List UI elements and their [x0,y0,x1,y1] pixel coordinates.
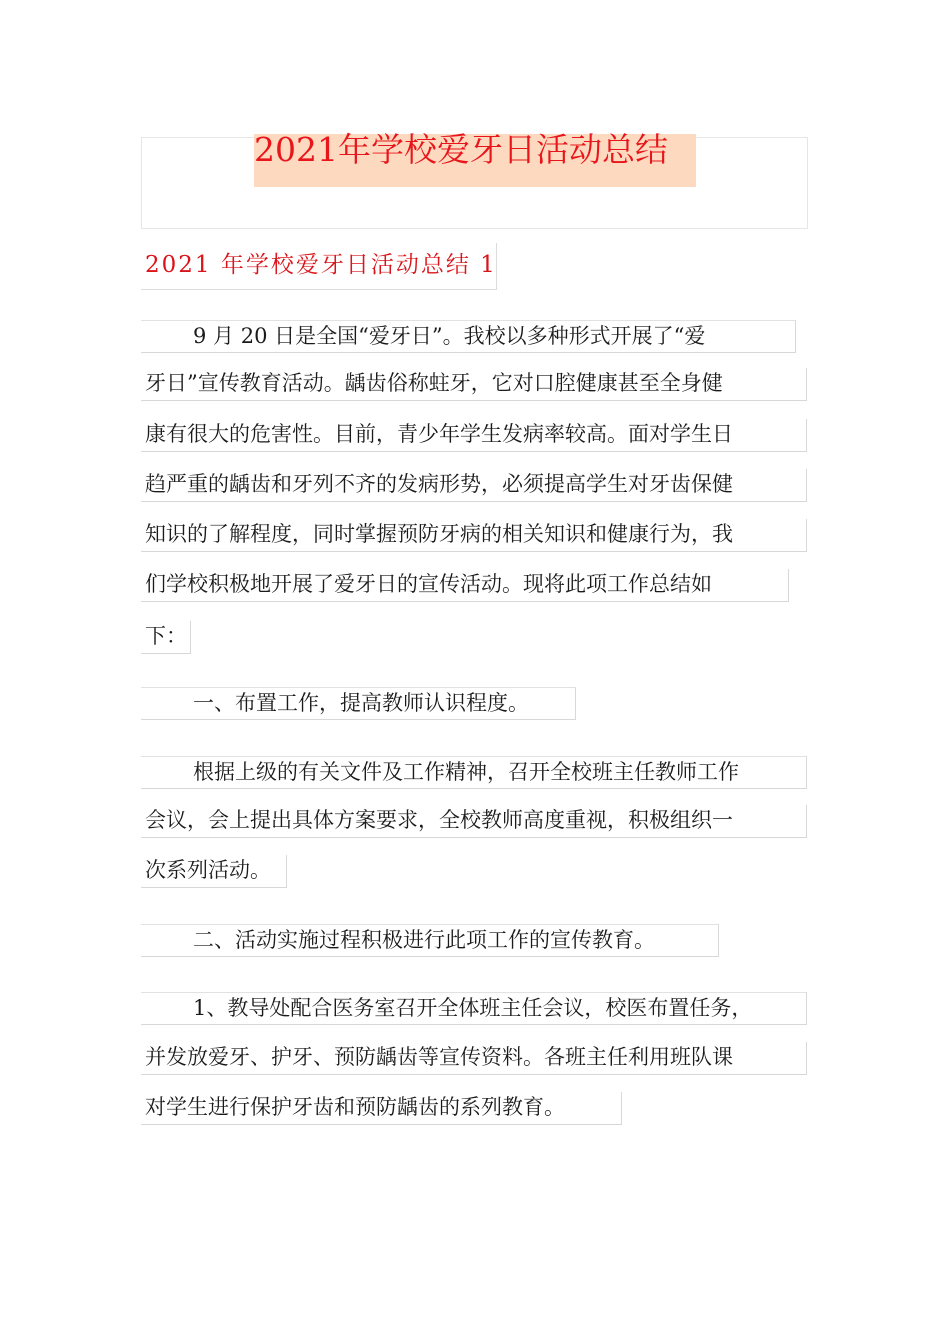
paragraph-line: 知识的了解程度，同时掌握预防牙病的相关知识和健康行为，我 [141,519,807,552]
subheading-two: 二、活动实施过程积极进行此项工作的宣传教育。 [141,924,719,957]
paragraph-line: 们学校积极地开展了爱牙日的宣传活动。现将此项工作总结如 [141,569,789,602]
paragraph-line: 趋严重的龋齿和牙列不齐的发病形势，必须提高学生对牙齿保健 [141,469,807,502]
paragraph-line: 1、教导处配合医务室召开全体班主任会议，校医布置任务， [141,992,807,1025]
subheading-one: 一、布置工作，提高教师认识程度。 [141,687,576,720]
paragraph-line: 康有很大的危害性。目前，青少年学生发病率较高。面对学生日 [141,419,807,452]
paragraph-line: 根据上级的有关文件及工作精神，召开全校班主任教师工作 [141,756,807,789]
paragraph-line: 次系列活动。 [141,855,287,888]
section-heading: 2021 年学校爱牙日活动总结 1 [141,243,497,290]
paragraph-line: 会议，会上提出具体方案要求，全校教师高度重视，积极组织一 [141,805,807,838]
document-title: 2021年学校爱牙日活动总结 [254,130,668,169]
paragraph-line: 9 月 20 日是全国“爱牙日”。我校以多种形式开展了“爱 [141,320,796,353]
paragraph-line: 并发放爱牙、护牙、预防龋齿等宣传资料。各班主任利用班队课 [141,1042,807,1075]
paragraph-line: 对学生进行保护牙齿和预防龋齿的系列教育。 [141,1092,622,1125]
paragraph-line: 牙日”宣传教育活动。龋齿俗称蛀牙，它对口腔健康甚至全身健 [141,368,807,401]
paragraph-line: 下： [141,621,191,654]
